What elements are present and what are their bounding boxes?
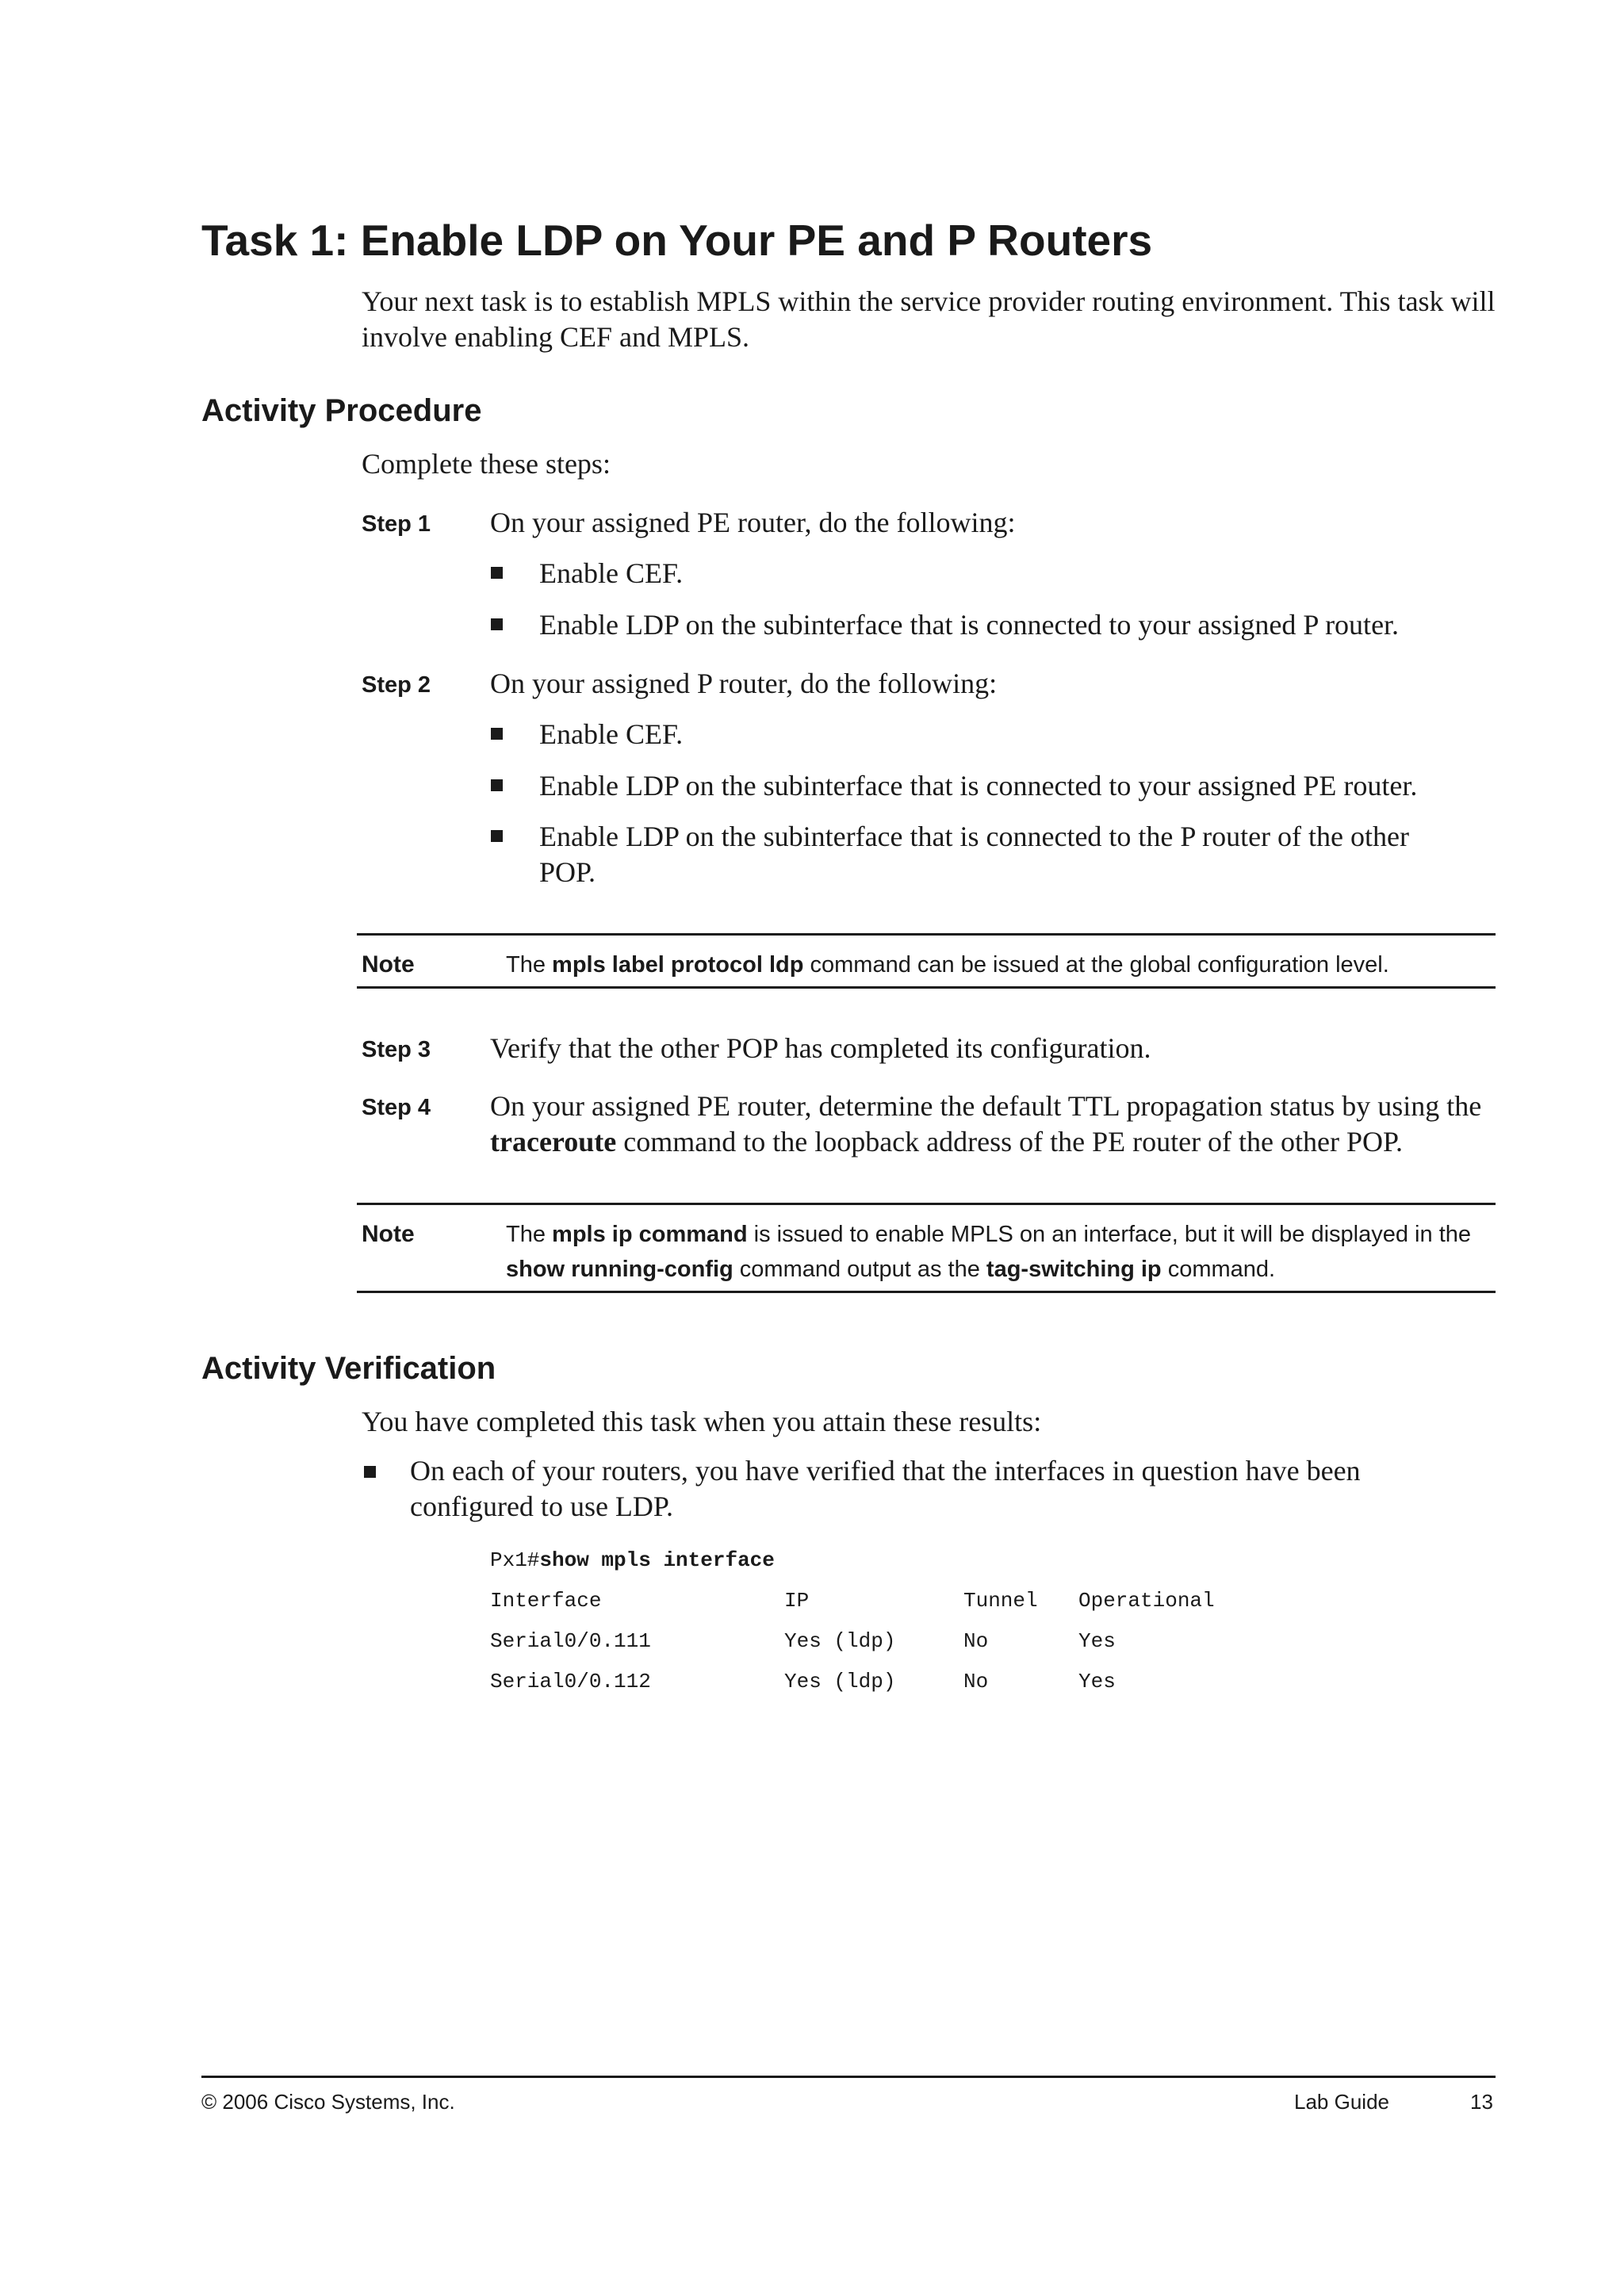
page-title: Task 1: Enable LDP on Your PE and P Routers xyxy=(201,216,1153,265)
step-1-label: Step 1 xyxy=(362,511,431,537)
note-bottom-rule xyxy=(357,1291,1496,1293)
code-row-2-operational: Yes xyxy=(1078,1670,1116,1693)
code-command-line: Px1#show mpls interface xyxy=(490,1548,775,1572)
code-header-ip: IP xyxy=(784,1589,810,1613)
code-row-1-tunnel: No xyxy=(963,1629,989,1653)
verification-bullet: On each of your routers, you have verified that the interfaces in question have been configured to use LDP. xyxy=(410,1455,1361,1522)
step-2-label: Step 2 xyxy=(362,672,431,698)
bullet-square-icon xyxy=(491,728,503,740)
footer-page-number: 13 xyxy=(1470,2090,1493,2114)
bullet-square-icon xyxy=(491,567,503,579)
step-2-bullet-2: Enable LDP on the subinterface that is connected to your assigned PE router. xyxy=(539,770,1418,802)
procedure-heading: Activity Procedure xyxy=(201,393,482,428)
footer-rule xyxy=(201,2076,1496,2078)
note-2-text: The mpls ip command is issued to enable MPLS on an interface, but it will be displayed in the show running-config command output as the tag-switching ip command. xyxy=(506,1222,1472,1282)
code-row-2-interface: Serial0/0.112 xyxy=(490,1670,651,1693)
step-2-text: On your assigned P router, do the following: xyxy=(490,668,998,699)
note-1-text: The mpls label protocol ldp command can be issued at the global configuration level. xyxy=(506,952,1389,978)
step-3-label: Step 3 xyxy=(362,1037,431,1062)
note-bottom-rule xyxy=(357,986,1496,989)
procedure-lead: Complete these steps: xyxy=(362,448,611,480)
code-row-2-tunnel: No xyxy=(963,1670,989,1693)
step-2-bullet-3: Enable LDP on the subinterface that is connected to the P router of the other POP. xyxy=(539,821,1409,888)
bullet-square-icon xyxy=(491,618,503,630)
code-row-1-ip: Yes (ldp) xyxy=(784,1629,896,1653)
code-header-interface: Interface xyxy=(490,1589,602,1613)
code-header-tunnel: Tunnel xyxy=(963,1589,1038,1613)
code-row-1-interface: Serial0/0.111 xyxy=(490,1629,651,1653)
verification-heading: Activity Verification xyxy=(201,1351,496,1386)
step-4-text: On your assigned PE router, determine the default TTL propagation status by using the traceroute command to the loopback address of the PE router of the other POP. xyxy=(490,1090,1482,1158)
verification-lead: You have completed this task when you attain these results: xyxy=(362,1406,1042,1437)
footer-guide-label: Lab Guide xyxy=(1294,2090,1389,2114)
step-2-bullet-1: Enable CEF. xyxy=(539,718,684,750)
code-row-2-ip: Yes (ldp) xyxy=(784,1670,896,1693)
note-top-rule xyxy=(357,933,1496,936)
step-4-label: Step 4 xyxy=(362,1095,431,1120)
bullet-square-icon xyxy=(491,830,503,842)
bullet-square-icon xyxy=(364,1466,376,1478)
footer-copyright: © 2006 Cisco Systems, Inc. xyxy=(201,2090,455,2114)
note-1-label: Note xyxy=(362,951,415,978)
note-2-label: Note xyxy=(362,1221,415,1247)
step-1-bullet-2: Enable LDP on the subinterface that is connected to your assigned P router. xyxy=(539,609,1400,641)
code-header-operational: Operational xyxy=(1078,1589,1215,1613)
intro-paragraph: Your next task is to establish MPLS within the service provider routing environment. This task will involve enabling CEF and MPLS. xyxy=(362,285,1496,353)
step-1-bullet-1: Enable CEF. xyxy=(539,557,684,589)
step-3-text: Verify that the other POP has completed its configuration. xyxy=(490,1032,1151,1064)
step-1-text: On your assigned PE router, do the following: xyxy=(490,507,1016,538)
note-top-rule xyxy=(357,1203,1496,1205)
bullet-square-icon xyxy=(491,779,503,791)
code-row-1-operational: Yes xyxy=(1078,1629,1116,1653)
